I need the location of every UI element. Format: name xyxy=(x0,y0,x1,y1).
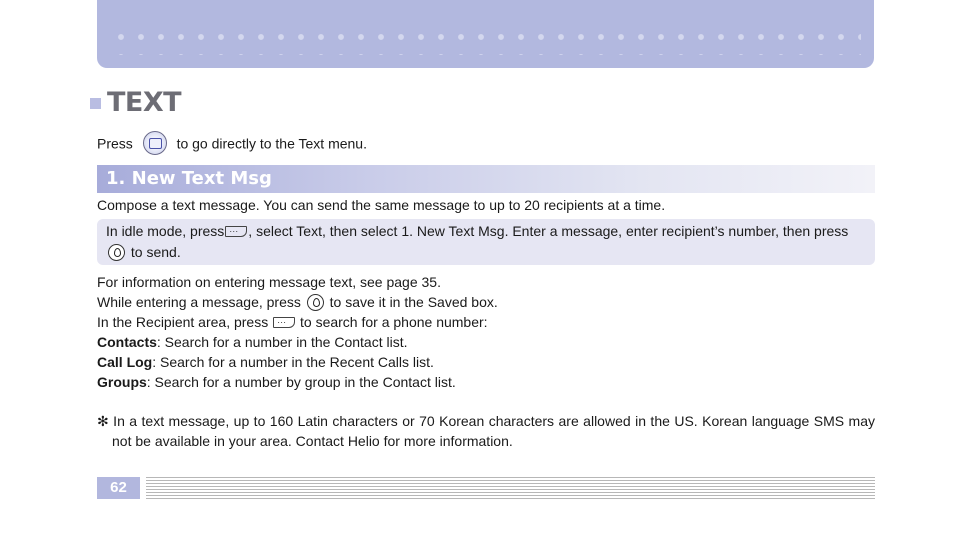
footnote: ✻ In a text message, up to 160 Latin characters or 70 Korean characters are allowed in the US. Korean language SMS may not be available in your area. Contact Helio for more information. xyxy=(97,413,875,449)
instruction-text-2: , select Text, then select 1. New Text Msg. Enter a message, enter recipient’s number, then press xyxy=(248,223,849,239)
option-desc: : Search for a number in the Contact list. xyxy=(156,334,408,350)
title-bullet xyxy=(90,98,101,109)
recipient-text-after: to search for a phone number: xyxy=(300,314,488,330)
intro-text-after: to go directly to the Text menu. xyxy=(176,135,367,152)
body-line-1: For information on entering message text, see page 35. xyxy=(97,274,441,290)
option-term: Groups xyxy=(97,374,147,390)
page-number: 62 xyxy=(97,477,140,499)
footer-rule xyxy=(146,477,875,499)
instruction-box xyxy=(97,219,875,265)
banner-dot-pattern xyxy=(111,27,861,55)
save-text-after: to save it in the Saved box. xyxy=(329,294,498,310)
ok-key-icon xyxy=(307,294,324,311)
ok-key-icon xyxy=(108,244,125,261)
option-item-call-log xyxy=(97,352,434,372)
body-line-3 xyxy=(97,312,488,332)
option-term: Contacts xyxy=(97,334,157,350)
option-item-contacts xyxy=(97,332,407,352)
page-title: TEXT xyxy=(107,86,182,118)
header-banner xyxy=(97,0,874,68)
soft-key-icon xyxy=(273,317,295,328)
recipient-text-before: In the Recipient area, press xyxy=(97,314,269,330)
option-item-groups xyxy=(97,372,456,392)
option-term: Call Log xyxy=(97,354,153,370)
save-text-before: While entering a message, press xyxy=(97,294,301,310)
instruction-text-1: In idle mode, press xyxy=(106,223,225,239)
page-title-row xyxy=(90,84,181,120)
body-line-2 xyxy=(97,292,498,312)
option-desc: : Search for a number in the Recent Calls list. xyxy=(152,354,434,370)
section-header-bar xyxy=(97,165,875,193)
section-description: Compose a text message. You can send the same message to up to 20 recipients at a time. xyxy=(97,197,666,213)
text-menu-key-icon xyxy=(143,131,167,155)
section-heading: 1. New Text Msg xyxy=(106,168,272,189)
soft-key-icon xyxy=(225,226,247,237)
intro-text-before: Press xyxy=(97,135,133,152)
option-desc: : Search for a number by group in the Contact list. xyxy=(146,374,456,390)
intro-line xyxy=(97,133,367,157)
instruction-text-3: to send. xyxy=(130,244,181,260)
